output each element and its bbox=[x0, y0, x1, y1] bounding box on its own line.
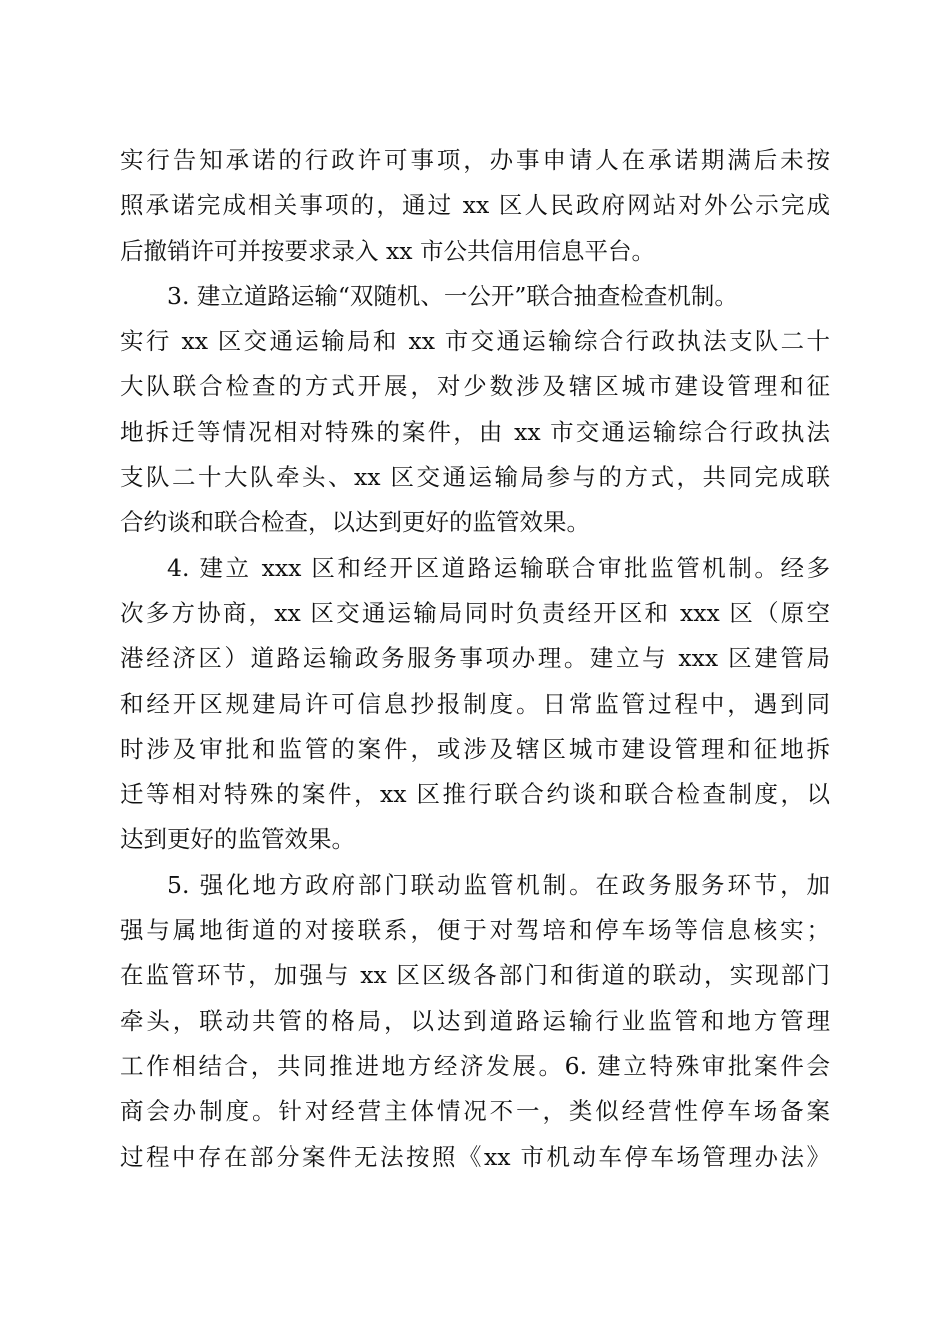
text-line: 大队联合检查的方式开展，对少数涉及辖区城市建设管理和征 bbox=[120, 372, 830, 401]
text-line: 次多方协商，xx 区交通运输局同时负责经开区和 xxx 区（原空 bbox=[120, 598, 830, 627]
text-line: 牵头，联动共管的格局，以达到道路运输行业监管和地方管理 bbox=[120, 1006, 830, 1035]
text-line: 实行告知承诺的行政许可事项，办事申请人在承诺期满后未按 bbox=[120, 146, 830, 174]
text-line: 地拆迁等情况相对特殊的案件，由 xx 市交通运输综合行政执法 bbox=[120, 417, 830, 446]
text-line: 商会办制度。针对经营主体情况不一，类似经营性停车场备案 bbox=[120, 1097, 830, 1126]
text-line: 强与属地街道的对接联系，便于对驾培和停车场等信息核实； bbox=[120, 916, 830, 945]
text-line: 后撤销许可并按要求录入 xx 市公共信用信息平台。 bbox=[120, 236, 655, 265]
text-line: 支队二十大队牵头、xx 区交通运输局参与的方式，共同完成联 bbox=[120, 463, 830, 492]
text-line: 和经开区规建局许可信息抄报制度。日常监管过程中，遇到同 bbox=[120, 689, 830, 718]
text-line: 4. 建立 xxx 区和经开区道路运输联合审批监管机制。经多 bbox=[167, 553, 830, 582]
text-line: 时涉及审批和监管的案件，或涉及辖区城市建设管理和征地拆 bbox=[120, 734, 830, 763]
text-line: 在监管环节，加强与 xx 区区级各部门和街道的联动，实现部门 bbox=[120, 961, 830, 990]
text-line: 实行 xx 区交通运输局和 xx 市交通运输综合行政执法支队二十 bbox=[120, 327, 830, 356]
text-line: 3. 建立道路运输“双随机、一公开”联合抽查检查机制。 bbox=[167, 281, 738, 310]
text-line: 合约谈和联合检查，以达到更好的监管效果。 bbox=[120, 508, 590, 537]
text-line: 工作相结合，共同推进地方经济发展。6. 建立特殊审批案件会 bbox=[120, 1051, 830, 1080]
paragraph-commitment-revocation bbox=[120, 138, 830, 274]
paragraph-item-5-6 bbox=[120, 863, 830, 1180]
paragraph-item-3 bbox=[120, 274, 830, 546]
text-line: 达到更好的监管效果。 bbox=[120, 825, 355, 854]
text-line: 迁等相对特殊的案件，xx 区推行联合约谈和联合检查制度，以 bbox=[120, 780, 830, 809]
text-line: 5. 强化地方政府部门联动监管机制。在政务服务环节，加 bbox=[167, 870, 830, 899]
text-line: 港经济区）道路运输政务服务事项办理。建立与 xxx 区建管局 bbox=[120, 644, 830, 673]
document-body bbox=[120, 138, 830, 1180]
text-line: 过程中存在部分案件无法按照《xx 市机动车停车场管理办法》 bbox=[120, 1142, 830, 1171]
paragraph-item-4 bbox=[120, 546, 830, 863]
text-line: 照承诺完成相关事项的，通过 xx 区人民政府网站对外公示完成 bbox=[120, 191, 830, 220]
